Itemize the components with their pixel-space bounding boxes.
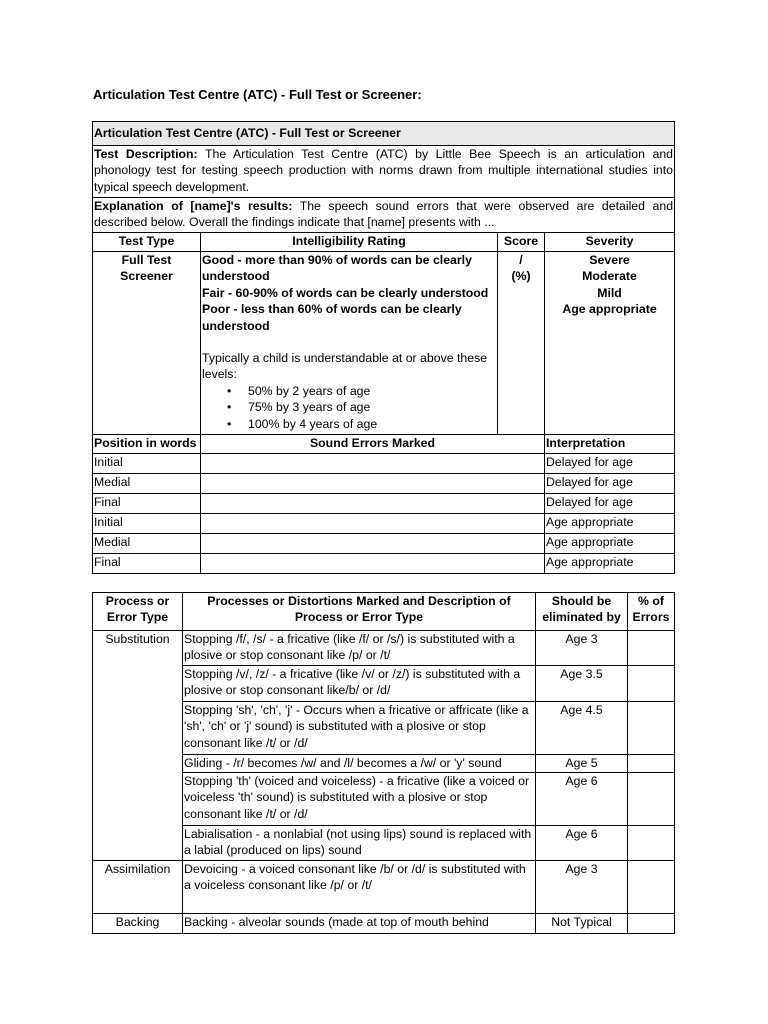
table-row xyxy=(93,534,675,554)
severity-severe: Severe xyxy=(589,253,630,267)
errors-percent-cell[interactable] xyxy=(628,861,675,914)
interpretation-cell: Age appropriate xyxy=(545,534,675,554)
position-cell: Final xyxy=(93,554,201,574)
interpretation-cell: Age appropriate xyxy=(545,554,675,574)
results-explanation-text: The speech sound errors that were observed are detailed and described below. Overall the findings indicate that [name] presents with ... xyxy=(94,199,674,230)
description-cell: Backing - alveolar sounds (made at top of mouth behind xyxy=(183,914,536,934)
severity-age-appropriate: Age appropriate xyxy=(562,302,657,317)
test-type-cell xyxy=(93,252,201,435)
sound-errors-cell[interactable] xyxy=(201,554,545,574)
score-cell xyxy=(498,252,545,435)
test-type-screener: Screener xyxy=(120,269,173,284)
table-row xyxy=(93,494,675,514)
process-type-cell: Assimilation xyxy=(93,861,183,914)
position-cell: Medial xyxy=(93,474,201,494)
typically-text: Typically a child is understandable at or above these levels: xyxy=(202,351,488,382)
atc-summary-table xyxy=(92,121,675,574)
results-explanation xyxy=(93,198,675,233)
eliminated-age-cell: Age 6 xyxy=(536,773,628,826)
position-cell: Initial xyxy=(93,454,201,474)
test-description-label: Test Description: xyxy=(94,147,198,161)
interpretation-cell: Delayed for age xyxy=(545,494,675,514)
interpretation-cell: Age appropriate xyxy=(545,514,675,534)
col-header-intelligibility: Intelligibility Rating xyxy=(201,233,498,252)
col-header-test-type: Test Type xyxy=(93,233,201,252)
eliminated-age-cell: Age 3.5 xyxy=(536,666,628,702)
rating-fair: Fair - 60-90% of words can be clearly understood xyxy=(202,285,489,300)
severity-mild: Mild xyxy=(597,285,622,300)
errors-percent-cell[interactable] xyxy=(628,826,675,861)
test-description-text: The Articulation Test Centre (ATC) by Little Bee Speech is an articulation and phonology test for testing speech production with norms drawn from multiple international studies into typical speech development. xyxy=(94,147,674,194)
col-header-interpretation: Interpretation xyxy=(545,435,675,454)
col-header-eliminated: Should be eliminated by xyxy=(536,593,628,631)
severity-cell xyxy=(545,252,675,435)
col-header-errors: % of Errors xyxy=(628,593,675,631)
errors-percent-cell[interactable] xyxy=(628,702,675,755)
process-type-cell: Substitution xyxy=(93,631,183,861)
sound-errors-cell[interactable] xyxy=(201,454,545,474)
intelligibility-cell xyxy=(201,252,498,435)
errors-percent-cell[interactable] xyxy=(628,666,675,702)
errors-percent-cell[interactable] xyxy=(628,914,675,934)
description-cell: Labialisation - a nonlabial (not using lips) sound is replaced with a labial (produced on lips) sound xyxy=(183,826,536,861)
sound-errors-cell[interactable] xyxy=(201,514,545,534)
col-header-sound-errors: Sound Errors Marked xyxy=(201,435,545,454)
level-item: • 75% by 3 years of age xyxy=(227,399,496,415)
errors-percent-cell[interactable] xyxy=(628,773,675,826)
col-header-description: Processes or Distortions Marked and Description of Process or Error Type xyxy=(183,593,536,631)
test-description xyxy=(93,146,675,198)
description-cell: Stopping /v/, /z/ - a fricative (like /v/ or /z/) is substituted with a plosive or stop consonant like/b/ or /d/ xyxy=(183,666,536,702)
col-header-score: Score xyxy=(498,233,545,252)
rating-poor: Poor - less than 60% of words can be clearly understood xyxy=(202,302,462,333)
eliminated-age-cell: Age 3 xyxy=(536,861,628,914)
col-header-severity: Severity xyxy=(545,233,675,252)
score-unit: (%) xyxy=(511,269,531,284)
col-header-position: Position in words xyxy=(93,435,201,454)
errors-percent-cell[interactable] xyxy=(628,755,675,773)
eliminated-age-cell: Age 4.5 xyxy=(536,702,628,755)
eliminated-age-cell: Age 6 xyxy=(536,826,628,861)
score-value: / xyxy=(519,253,523,267)
sound-errors-cell[interactable] xyxy=(201,534,545,554)
eliminated-age-cell: Age 3 xyxy=(536,631,628,666)
results-explanation-label: Explanation of [name]'s results: xyxy=(94,199,293,213)
errors-percent-cell[interactable] xyxy=(628,631,675,666)
table-row xyxy=(93,474,675,494)
table-title: Articulation Test Centre (ATC) - Full Test or Screener xyxy=(93,122,675,146)
table-row xyxy=(93,514,675,534)
eliminated-age-cell: Age 5 xyxy=(536,755,628,773)
description-cell: Devoicing - a voiced consonant like /b/ or /d/ is substituted with a voiceless consonant like /p/ or /t/ xyxy=(183,861,536,914)
page-heading: Articulation Test Centre (ATC) - Full Test or Screener: xyxy=(93,87,422,102)
col-header-process: Process or Error Type xyxy=(93,593,183,631)
interpretation-cell: Delayed for age xyxy=(545,454,675,474)
test-type-full: Full Test xyxy=(121,253,172,267)
sound-errors-cell[interactable] xyxy=(201,494,545,514)
process-type-cell: Backing xyxy=(93,914,183,934)
position-cell: Medial xyxy=(93,534,201,554)
table-row xyxy=(93,454,675,474)
position-cell: Initial xyxy=(93,514,201,534)
description-cell: Stopping 'th' (voiced and voiceless) - a fricative (like a voiced or voiceless 'th' sound) is substituted with a plosive or stop consonant like /t/ or /d/ xyxy=(183,773,536,826)
levels-list xyxy=(202,383,496,432)
process-errors-table xyxy=(92,592,675,934)
eliminated-age-cell: Not Typical xyxy=(536,914,628,934)
table-row xyxy=(93,554,675,574)
description-cell: Stopping /f/, /s/ - a fricative (like /f/ or /s/) is substituted with a plosive or stop consonant like /p/ or /t/ xyxy=(183,631,536,666)
table-row xyxy=(93,631,675,666)
level-item: • 100% by 4 years of age xyxy=(227,416,496,432)
interpretation-cell: Delayed for age xyxy=(545,474,675,494)
description-cell: Gliding - /r/ becomes /w/ and /l/ becomes a /w/ or 'y' sound xyxy=(183,755,536,773)
level-item: • 50% by 2 years of age xyxy=(227,383,496,399)
rating-good: Good - more than 90% of words can be clearly understood xyxy=(202,253,472,284)
position-cell: Final xyxy=(93,494,201,514)
table-row xyxy=(93,861,675,914)
severity-moderate: Moderate xyxy=(582,269,637,284)
sound-errors-cell[interactable] xyxy=(201,474,545,494)
table-row xyxy=(93,914,675,934)
description-cell: Stopping 'sh', 'ch', 'j' - Occurs when a fricative or affricate (like a 'sh', 'ch' or 'j' sound) is substituted with a plosive or stop consonant like /t/ or /d/ xyxy=(183,702,536,755)
